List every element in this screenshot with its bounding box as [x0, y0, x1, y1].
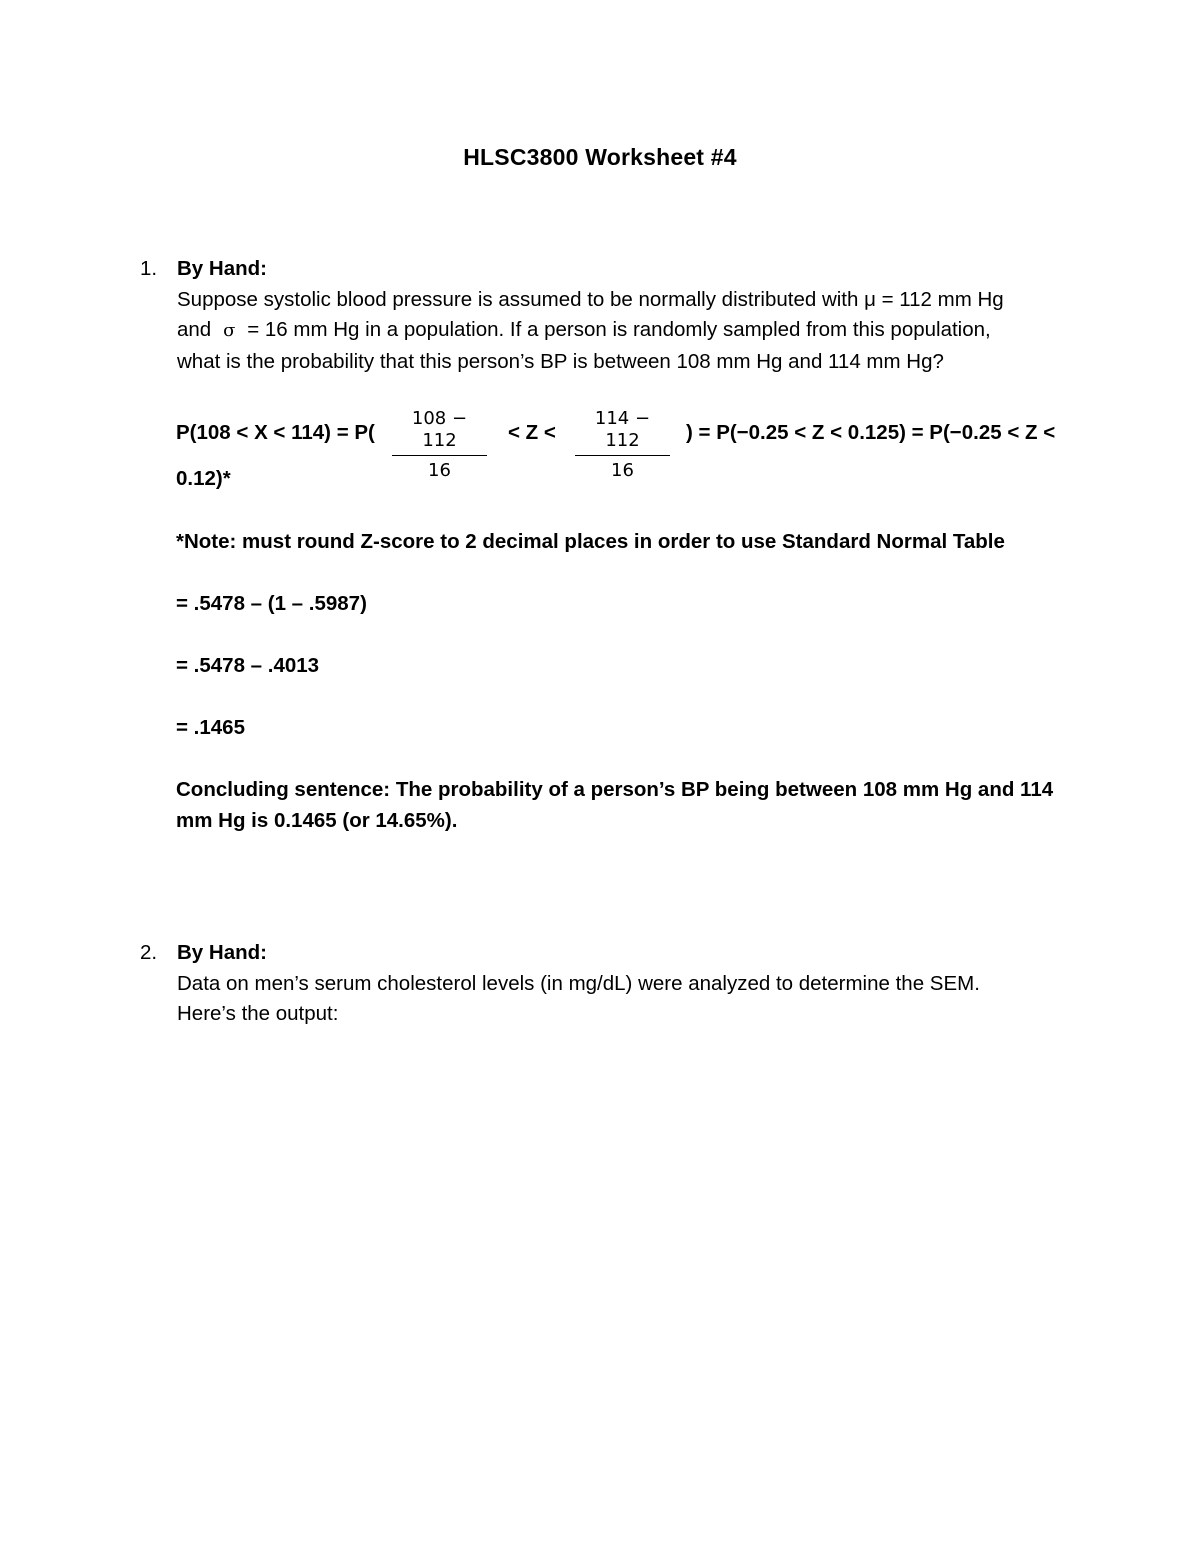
conclusion-line: mm Hg is 0.1465 (or 14.65%).	[176, 808, 458, 832]
question-1-body	[177, 254, 1077, 377]
calculation-step: = .5478 – .4013	[176, 654, 320, 677]
fraction-denominator: 16	[611, 460, 634, 481]
fraction-numerator: 114 − 112	[594, 408, 651, 451]
question-text-line: Suppose systolic blood pressure is assumed to be normally distributed with μ = 112 mm Hg	[177, 287, 1004, 311]
question-text-line: Here’s the output:	[177, 1002, 339, 1025]
calculation-step: = .1465	[176, 716, 245, 739]
question-text-line	[177, 315, 1077, 347]
question-number: 1.	[140, 257, 158, 280]
question-text-line: Data on men’s serum cholesterol levels (in mg/dL) were analyzed to determine the SEM.	[177, 971, 980, 995]
equation-lhs: P(108 < X < 114) = P(	[176, 421, 375, 444]
page-title: HLSC3800 Worksheet #4	[463, 144, 737, 170]
fraction-numerator: 108 − 112	[411, 408, 468, 451]
calculation-step: = .5478 – (1 – .5987)	[176, 592, 367, 615]
equation-middle: < Z <	[508, 421, 556, 444]
z-fraction-1	[392, 408, 487, 482]
question-text-line: what is the probability that this person’s BP is between 108 mm Hg and 114 mm Hg?	[177, 349, 944, 373]
equation-continuation: 0.12)*	[176, 467, 231, 490]
sigma-symbol: σ	[223, 320, 236, 341]
equation-rhs: ) = P(−0.25 < Z < 0.125) = P(−0.25 < Z <	[686, 421, 1056, 444]
question-text-fragment: and	[177, 318, 212, 341]
question-heading: By Hand:	[177, 941, 267, 964]
concluding-sentence	[176, 775, 1076, 836]
question-number: 2.	[140, 941, 158, 964]
question-2-body	[177, 938, 1077, 1030]
z-fraction-2	[575, 408, 670, 482]
question-heading: By Hand:	[177, 257, 267, 280]
fraction-denominator: 16	[428, 460, 451, 481]
rounding-note: *Note: must round Z-score to 2 decimal places in order to use Standard Normal Table	[176, 530, 1005, 553]
question-text-fragment: = 16 mm Hg in a population. If a person is randomly sampled from this population,	[247, 318, 991, 341]
conclusion-line: Concluding sentence: The probability of a person’s BP being between 108 mm Hg and 114	[176, 778, 1054, 801]
